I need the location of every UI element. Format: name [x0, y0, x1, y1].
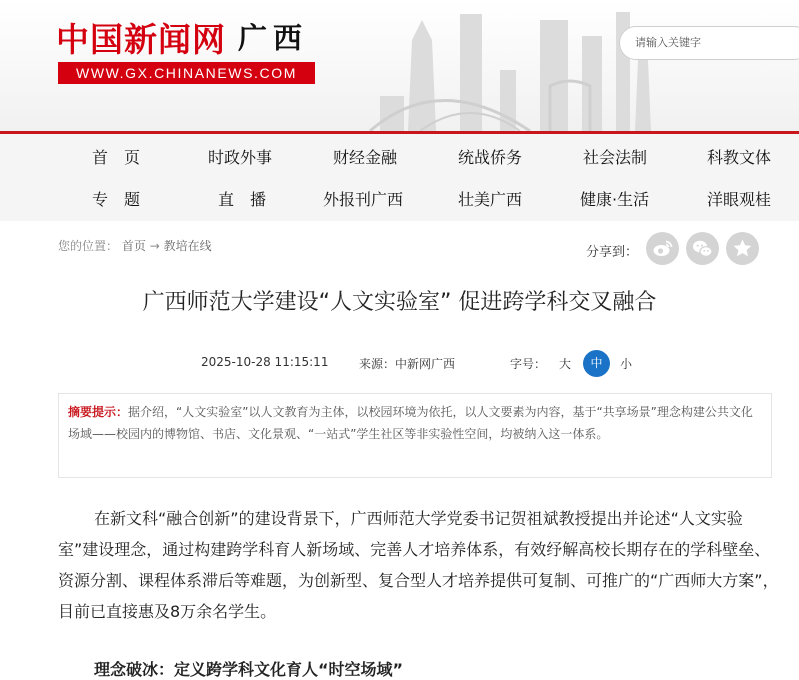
nav-item-foreign-press[interactable]: 外报刊广西: [323, 190, 404, 209]
font-size-medium-button[interactable]: 中: [583, 350, 610, 377]
share-label: 分享到：: [586, 245, 639, 260]
favorite-button[interactable]: [726, 232, 759, 265]
summary-text: 据介绍，“人文实验室”以人文教育为主体，以校园环境为依托，以人文要素为内容，基于“共享场景”理念构建公共文化场域——校园内的博物馆、书店、文化景观、“一站式”学生社区等非实验性空间，均被纳入这一体系。: [68, 405, 753, 441]
nav-item-politics[interactable]: 时政外事: [208, 148, 273, 167]
nav-item-finance[interactable]: 财经金融: [333, 148, 398, 167]
nav-item-health-life[interactable]: 健康·生活: [580, 190, 650, 209]
nav-item-edu-culture[interactable]: 科教文体: [707, 148, 772, 167]
article-summary: [58, 393, 772, 478]
breadcrumb-prefix: 您的位置：: [58, 239, 119, 253]
city-skyline-illustration: [360, 0, 660, 131]
nav-item-foreign-eyes[interactable]: 洋眼观桂: [707, 190, 772, 209]
nav-item-live[interactable]: 直 播: [218, 190, 267, 209]
font-size-label: 字号：: [510, 357, 547, 371]
article-source: 来源：中新网广西: [359, 357, 456, 371]
wechat-icon: [692, 238, 713, 259]
article-subheading: 理念破冰：定义跨学科文化育人“时空场域”: [94, 660, 404, 679]
nav-item-home[interactable]: 首 页: [92, 148, 141, 167]
article-datetime: 2025-10-28 11:15:11: [201, 355, 329, 369]
article-paragraph: 在新文科“融合创新”的建设背景下，广西师范大学党委书记贺祖斌教授提出并论述“人文实验室”建设理念，通过构建跨学科育人新场域、完善人才培养体系，有效纾解高校长期存在的学科壁垒、资源分割、课程体系滞后等难题，为创新型、复合型人才培养提供可复制、可推广的“广西师大方案”，目前已直接惠及8万余名学生。: [58, 509, 779, 621]
article-title: 广西师范大学建设“人文实验室” 促进跨学科交叉融合: [142, 290, 657, 315]
summary-label: 摘要提示：: [68, 405, 129, 419]
nav-item-society-law[interactable]: 社会法制: [583, 148, 648, 167]
star-icon: [732, 238, 753, 259]
region-name: 广西: [238, 21, 309, 55]
font-size-small-button[interactable]: 小: [620, 357, 633, 371]
font-size-large-button[interactable]: 大: [559, 357, 572, 371]
share-wechat-button[interactable]: [686, 232, 719, 265]
search-input[interactable]: [635, 27, 795, 57]
breadcrumb: [58, 237, 212, 254]
weibo-icon: [652, 238, 673, 259]
main-nav: [0, 131, 799, 221]
site-logo[interactable]: 中国新闻网: [56, 20, 226, 59]
breadcrumb-arrow: →: [149, 239, 160, 253]
nav-item-special[interactable]: 专 题: [92, 190, 141, 209]
nav-item-united-front[interactable]: 统战侨务: [458, 148, 523, 167]
search-box: [619, 26, 799, 60]
breadcrumb-home[interactable]: 首页: [121, 239, 146, 253]
share-weibo-button[interactable]: [646, 232, 679, 265]
nav-item-beautiful-guangxi[interactable]: 壮美广西: [458, 190, 523, 209]
site-url[interactable]: WWW.GX.CHINANEWS.COM: [58, 62, 315, 84]
breadcrumb-current[interactable]: 教培在线: [163, 239, 212, 253]
site-header: [0, 0, 799, 131]
